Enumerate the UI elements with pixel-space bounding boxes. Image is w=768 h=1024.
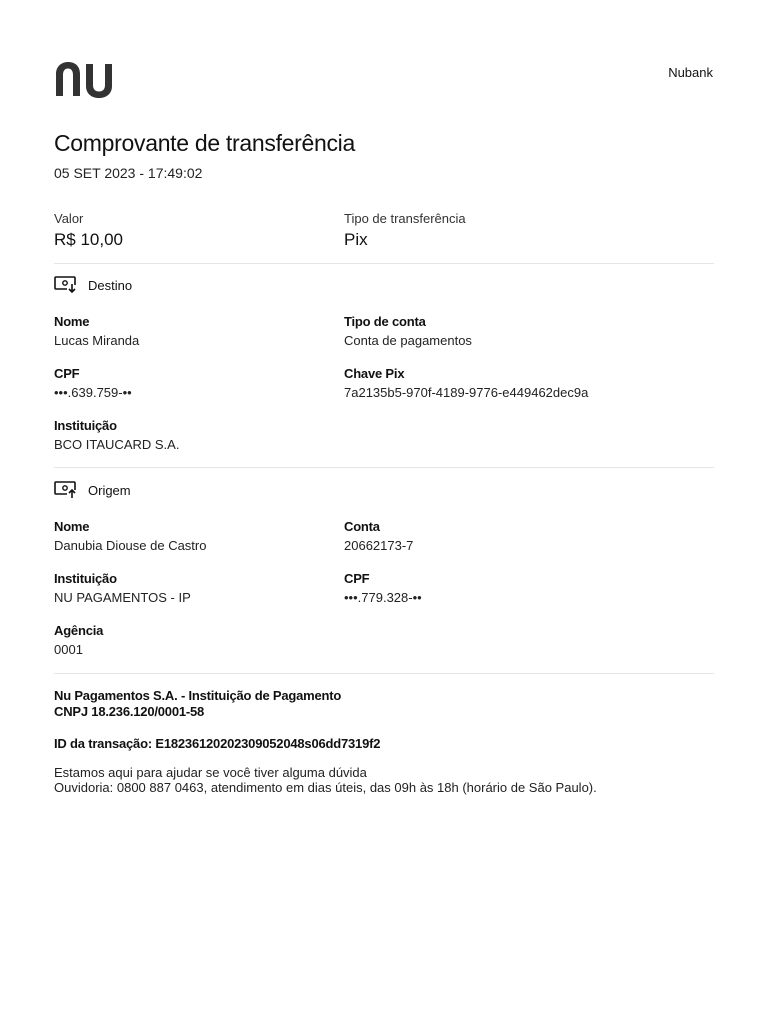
origem-nome-label: Nome [54,519,90,534]
divider [54,263,714,264]
origem-instituicao-label: Instituição [54,571,117,586]
brand-name: Nubank [668,65,713,80]
destino-cpf-label: CPF [54,366,80,381]
tipo-transferencia-value: Pix [344,230,368,249]
transfer-datetime: 05 SET 2023 - 17:49:02 [54,165,203,181]
transaction-id: ID da transação: E18236120202309052048s06dd7319f2 [54,736,381,751]
origem-cpf-value: •••.779.328-•• [344,590,422,605]
divider [54,673,714,674]
ouvidoria-text: Ouvidoria: 0800 887 0463, atendimento em dias úteis, das 09h às 18h (horário de São Paulo). [54,780,597,795]
destino-instituicao-value: BCO ITAUCARD S.A. [54,437,180,452]
origem-cpf-label: CPF [344,571,370,586]
page-title: Comprovante de transferência [54,130,355,156]
valor-label: Valor [54,211,84,226]
destino-chave-pix-value: 7a2135b5-970f-4189-9776-e449462dec9a [344,385,589,400]
origem-agencia-label: Agência [54,623,104,638]
origem-agencia-value: 0001 [54,642,83,657]
company-cnpj: CNPJ 18.236.120/0001-58 [54,704,205,719]
origem-conta-value: 20662173-7 [344,538,414,553]
origem-header [54,481,131,499]
destino-tipo-conta-label: Tipo de conta [344,314,426,329]
money-in-icon [54,276,78,294]
origem-conta-label: Conta [344,519,380,534]
destino-nome-value: Lucas Miranda [54,333,140,348]
company-name: Nu Pagamentos S.A. - Instituição de Pagamento [54,688,342,703]
tipo-transferencia-label: Tipo de transferência [344,211,466,226]
destino-chave-pix-label: Chave Pix [344,366,405,381]
destino-header [54,276,132,294]
nu-logo-icon [54,62,118,98]
destino-cpf-value: •••.639.759-•• [54,385,132,400]
destino-nome-label: Nome [54,314,90,329]
origem-instituicao-value: NU PAGAMENTOS - IP [54,590,191,605]
origem-title: Origem [88,482,131,498]
money-out-icon [54,481,78,499]
divider [54,467,714,468]
origem-nome-value: Danubia Diouse de Castro [54,538,207,553]
valor-value: R$ 10,00 [54,230,123,249]
destino-tipo-conta-value: Conta de pagamentos [344,333,472,348]
destino-instituicao-label: Instituição [54,418,117,433]
destino-title: Destino [88,277,133,293]
help-text: Estamos aqui para ajudar se você tiver alguma dúvida [54,765,367,780]
